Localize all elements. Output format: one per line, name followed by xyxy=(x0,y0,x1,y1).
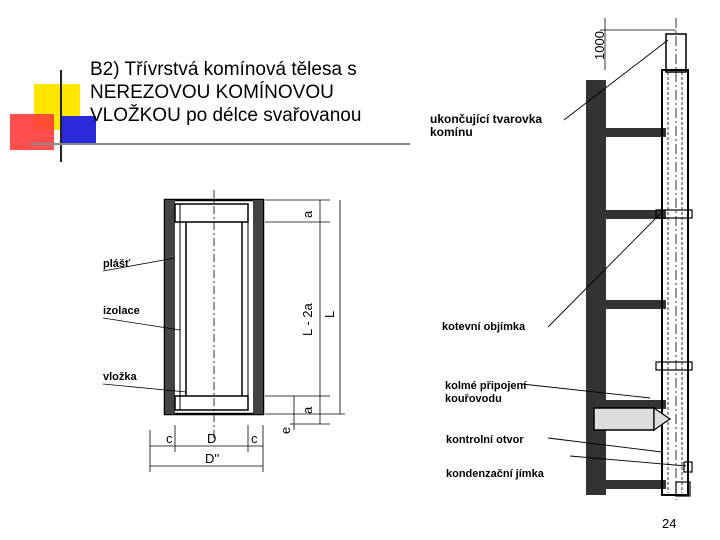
title-line-2: NEREZOVOU KOMÍNOVOU xyxy=(90,82,334,103)
label-kontrolni-otvor: kontrolní otvor xyxy=(446,434,524,446)
dim-l: L xyxy=(322,310,337,318)
label-kolme-pripojeni xyxy=(445,380,526,406)
label-plast: plášť xyxy=(103,258,131,270)
dim-d: D xyxy=(207,431,217,446)
dim-l-minus-2a: L - 2a xyxy=(300,303,315,336)
label-vlozka: vložka xyxy=(103,371,137,383)
title-line-1: B2) Třívrstvá komínová tělesa s xyxy=(90,59,357,80)
label-kondenzacni-jimka: kondenzační jímka xyxy=(446,468,544,480)
dim-c-right: c xyxy=(251,431,258,446)
dimension-labels xyxy=(166,31,607,466)
dim-a-top: a xyxy=(300,210,315,218)
dim-d-outer: D'' xyxy=(205,451,220,466)
title-line-3: VLOŽKOU po délce svařovanou xyxy=(90,105,362,126)
dim-1000: 1000 xyxy=(592,31,607,60)
label-kotevni-objimka: kotevní objímka xyxy=(442,321,526,333)
page-number: 24 xyxy=(662,516,677,531)
chimney-elevation xyxy=(522,18,692,500)
dim-c-left: c xyxy=(166,431,173,446)
label-ukoncujici-line-1: ukončující tvarovka xyxy=(430,112,543,126)
label-kolme-line-1: kolmé připojení xyxy=(445,380,527,392)
dim-e: e xyxy=(278,426,293,434)
dim-a-bottom: a xyxy=(300,406,315,414)
label-ukoncujici-line-2: komínu xyxy=(430,125,473,139)
label-ukoncujici-tvarovka xyxy=(430,113,542,139)
label-kolme-line-2: kouřovodu xyxy=(445,393,502,405)
label-izolace: izolace xyxy=(103,305,140,317)
